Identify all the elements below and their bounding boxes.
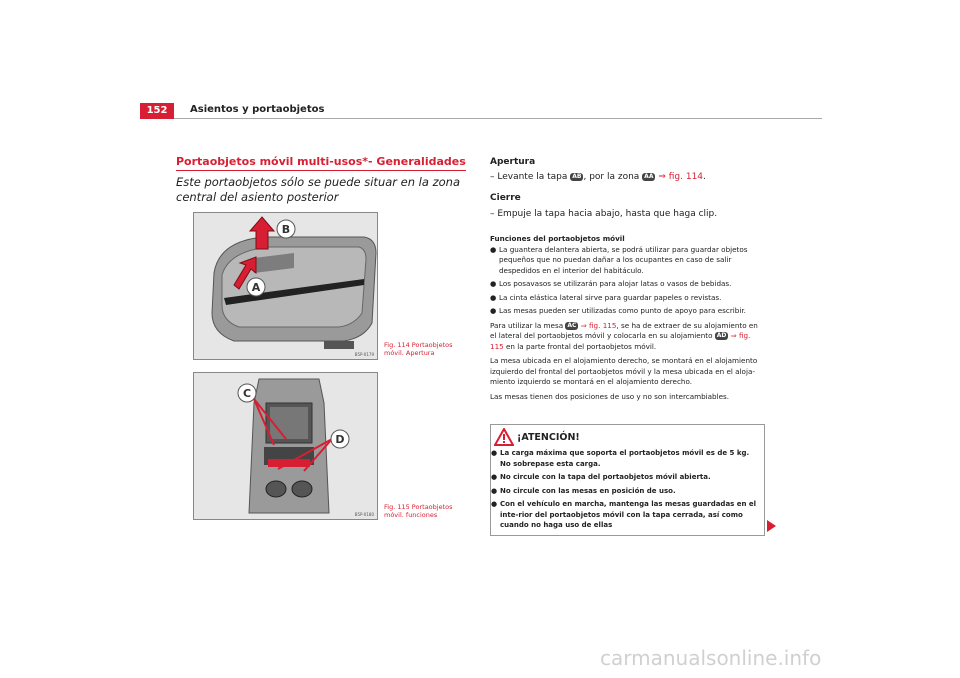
running-title: Asientos y portaobjetos: [190, 104, 325, 115]
bullet-icon: ●: [490, 292, 497, 302]
label-tag: AC: [567, 321, 577, 329]
opening-step-text: .: [703, 172, 706, 182]
list-item: ● La carga máxima que soporta el portaobjetos móvil es de 5 kg. No sobrepase esta carga.: [491, 449, 750, 468]
functions-heading: Funciones del portaobjetos móvil: [490, 234, 625, 243]
figure-label-b: B: [281, 223, 291, 236]
list-item: ● No circule con las mesas en posición de uso.: [491, 486, 676, 495]
figure-reference[interactable]: ⇒ fig. 115: [578, 320, 617, 330]
figure-label-c: C: [242, 387, 252, 400]
section-subtitle: Este portaobjetos sólo se puede situar en la zona central del asiento posterior: [176, 175, 460, 204]
opening-step-text: – Levante la tapa: [490, 172, 571, 182]
opening-step-text: , por la zona: [583, 172, 643, 182]
header-rule: [174, 118, 822, 119]
figure-114-caption: Fig. 114 Portaobjetos móvil. Apertura: [384, 341, 453, 357]
figure-115-caption: Fig. 115 Portaobjetos móvil. funciones: [384, 503, 453, 519]
table-usage-paragraph: Para utilizar la mesa AC ⇒ fig. 115, se ha de extraer de su alojamiento en el lateral del portaobjetos móvil y colocarla en su alojamiento AD ⇒ fig. 115 en la parte frontal del portaobjetos móvil.: [490, 320, 758, 351]
bullet-icon: ●: [490, 279, 497, 288]
label-tag: AD: [716, 332, 727, 339]
bullet-icon: ●: [491, 473, 498, 481]
figure-label-d: D: [335, 433, 345, 446]
warning-body: [491, 448, 761, 531]
figure-code: B5P-0180: [354, 512, 374, 517]
label-tag: AA: [644, 172, 654, 180]
figure-code: B5P-0179: [354, 352, 374, 357]
figure-115-image: [193, 372, 378, 520]
closing-step: – Empuje la tapa hacia abajo, hasta que haga clip.: [490, 209, 718, 219]
figure-reference[interactable]: ⇒ fig. 114: [658, 172, 704, 182]
functions-block: [490, 234, 765, 402]
list-item: ● No circule con la tapa del portaobjetos móvil abierta.: [491, 473, 711, 481]
section-rule: [176, 170, 466, 171]
watermark: carmanualsonline.info: [600, 646, 822, 670]
page-number: 152: [140, 103, 174, 119]
label-tag: AB: [572, 172, 582, 180]
figure-reference[interactable]: ⇒ fig. 115: [490, 331, 751, 351]
bullet-icon: ●: [491, 449, 498, 457]
bullet-icon: ●: [491, 500, 498, 508]
table-positions-paragraph: Las mesas tienen dos posiciones de uso y no son intercambiables.: [490, 391, 730, 401]
warning-title: ¡ATENCIÓN!: [517, 432, 580, 443]
closing-heading: Cierre: [490, 193, 521, 203]
list-item: ● La guantera delantera abierta, se podrá utilizar para guardar objetos pequeños que no puedan dañar a los ocupantes en caso de salir despedidos en el interior del habitáculo.: [490, 244, 748, 275]
list-item: ● Con el vehículo en marcha, mantenga las mesas guardadas en el inte-rior del portaobjetos móvil con la tapa cerrada, así como cuando no haga uso de ellas: [491, 500, 757, 529]
continue-arrow-icon: [767, 520, 776, 532]
figure-114-image: [193, 212, 378, 360]
bullet-icon: ●: [491, 486, 498, 495]
section-title: Portaobjetos móvil multi-usos*- Generalidades: [176, 155, 466, 168]
list-item: ● La cinta elástica lateral sirve para guardar papeles o revistas.: [490, 292, 722, 302]
warning-icon: [494, 428, 514, 450]
bullet-icon: ●: [490, 244, 497, 254]
bullet-icon: ●: [490, 306, 497, 315]
list-item: ● Las mesas pueden ser utilizadas como punto de apoyo para escribir.: [490, 306, 746, 315]
table-swap-paragraph: La mesa ubicada en el alojamiento derecho, se montará en el alojamiento izquierdo del frontal del portaobjetos móvil y la mesa ubicada en el aloja-miento izquierdo se montará en el alojamiento derecho.: [490, 356, 758, 386]
list-item: ● Los posavasos se utilizarán para alojar latas o vasos de bebidas.: [490, 279, 732, 288]
opening-heading: Apertura: [490, 157, 536, 167]
figure-label-a: A: [251, 281, 261, 294]
opening-step: [490, 171, 765, 183]
